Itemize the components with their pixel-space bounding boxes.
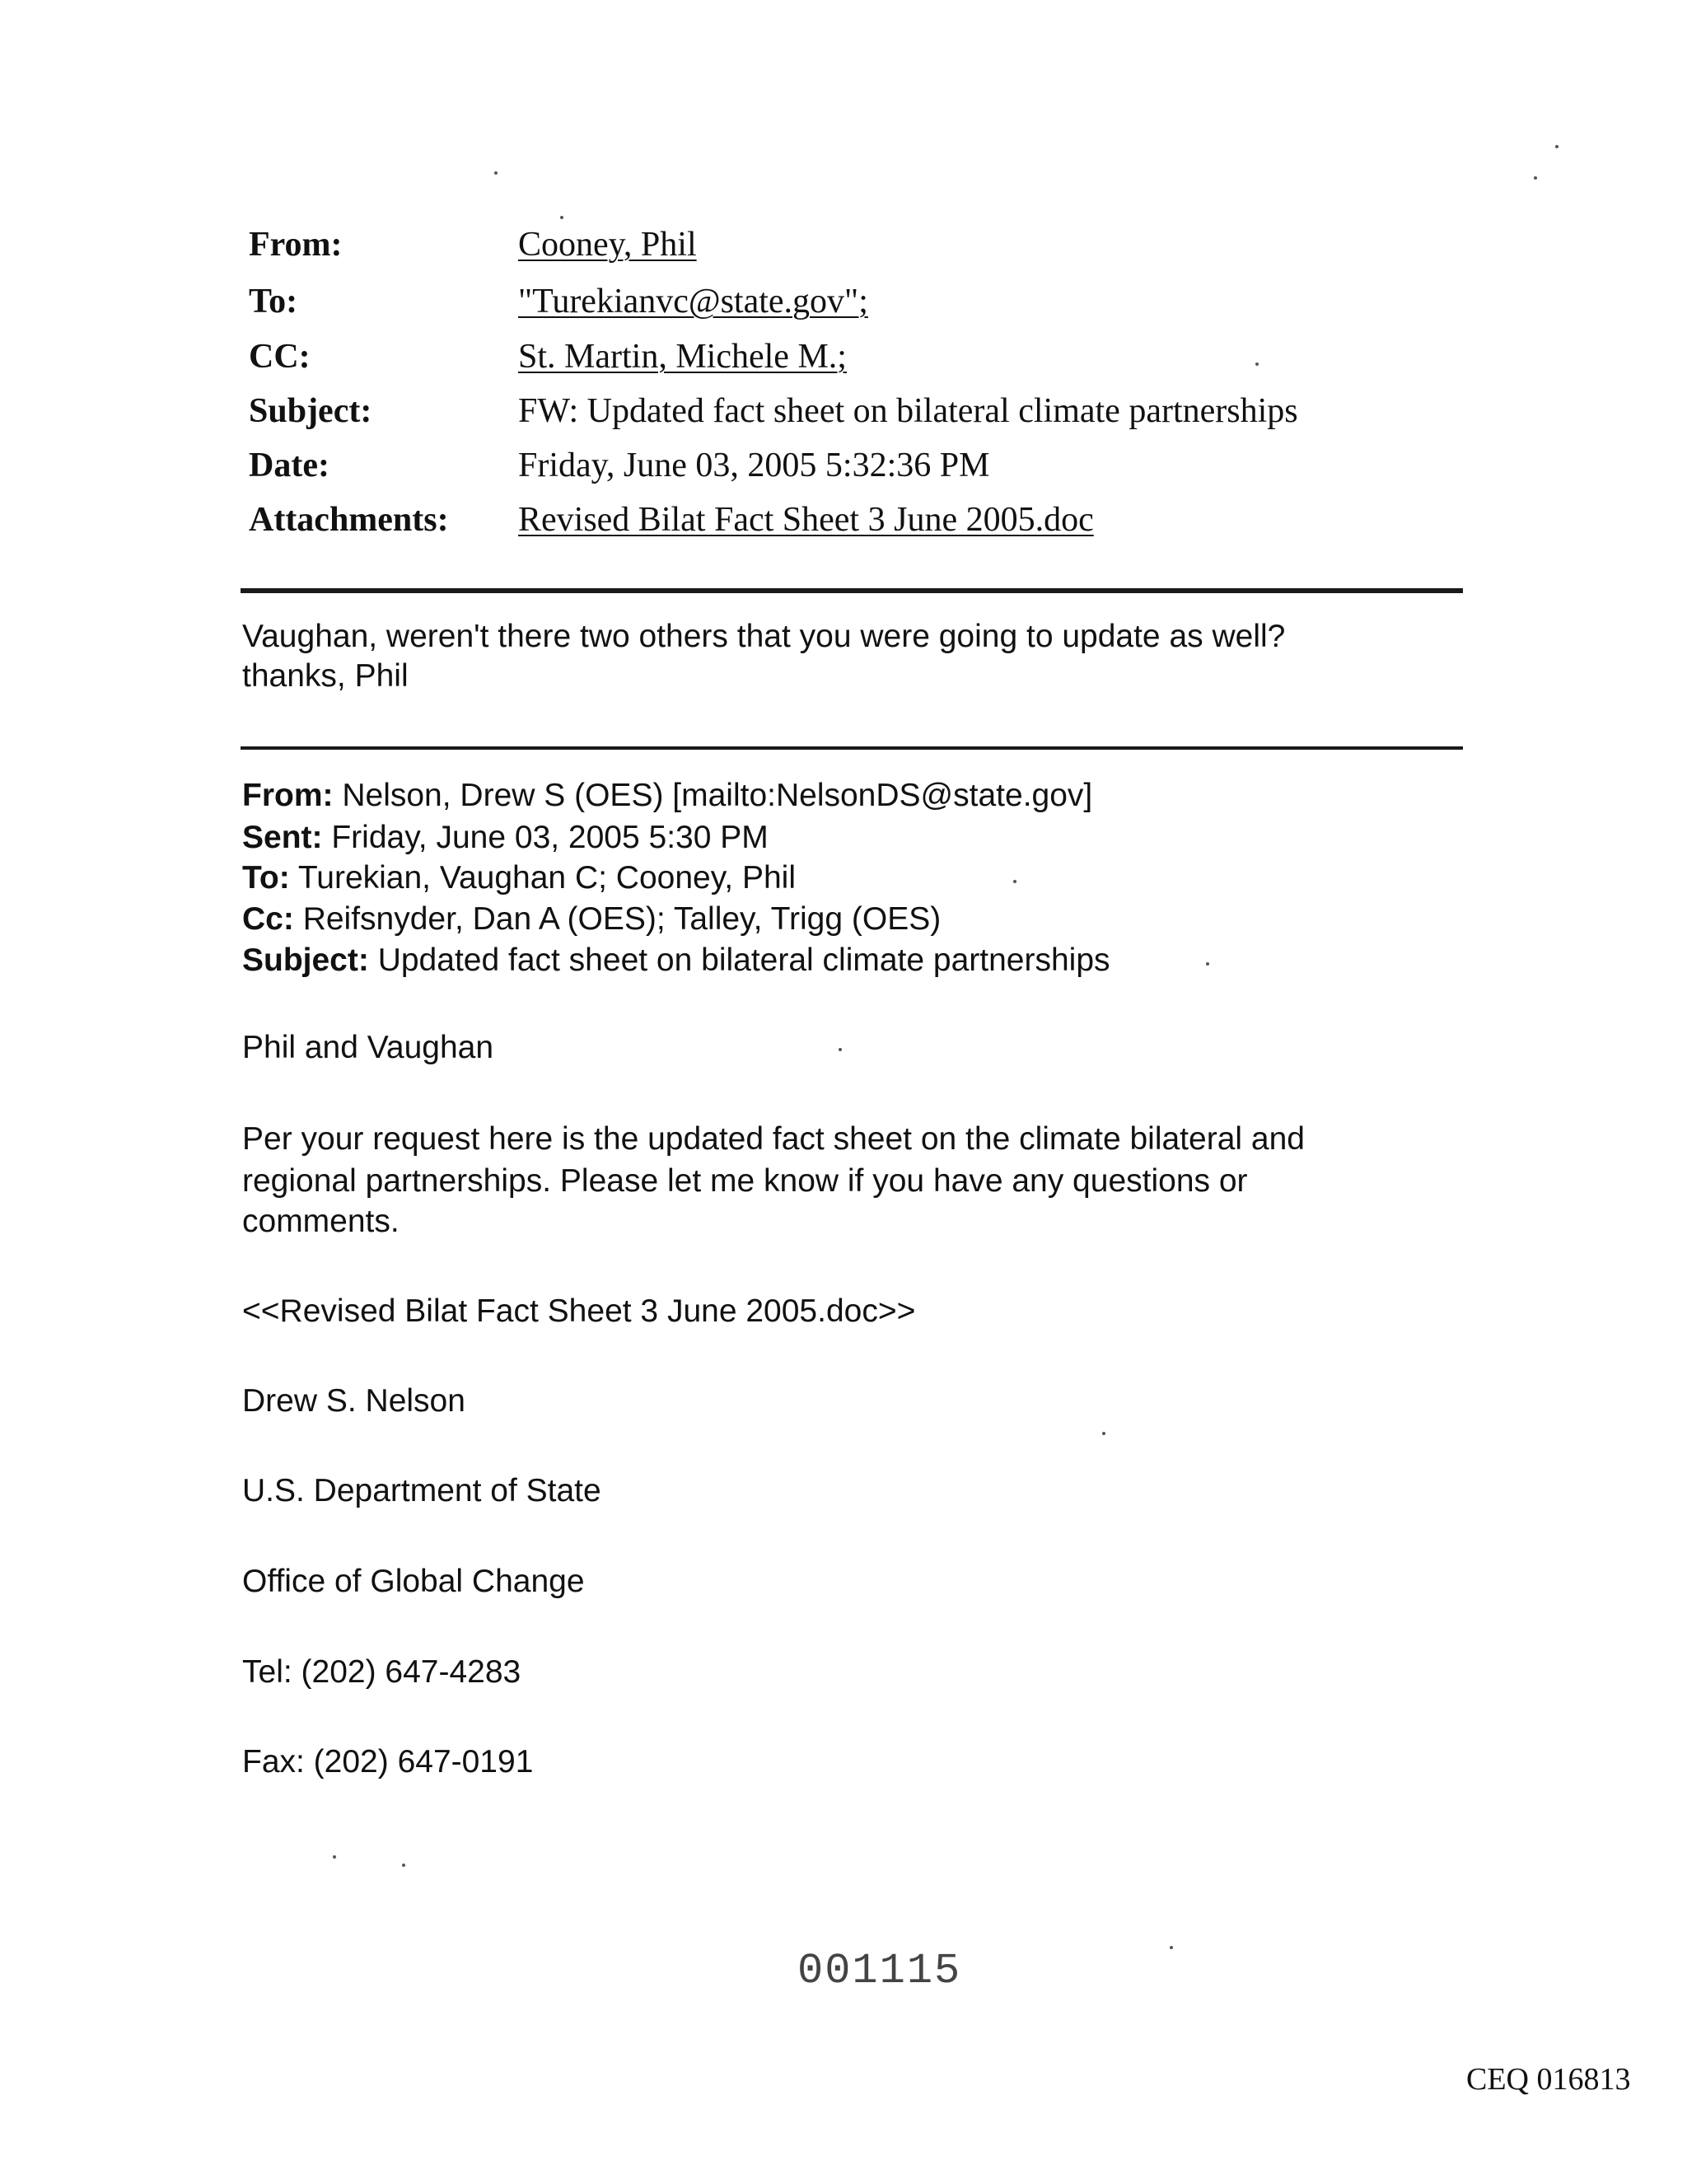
fwd-subject-row (242, 940, 1110, 981)
scan-speck (1206, 962, 1209, 966)
fwd-cc-label: Cc: (242, 901, 294, 937)
scan-speck (1013, 880, 1016, 883)
fwd-from-label: From: (242, 778, 334, 813)
paragraph-line-3: comments. (242, 1204, 400, 1239)
scan-speck (1102, 1432, 1105, 1435)
paragraph-line-2: regional partnerships. Please let me know if you have any questions or (242, 1163, 1248, 1199)
header-from-label: From: (249, 226, 343, 264)
fwd-sent-value: Friday, June 03, 2005 5:30 PM (331, 820, 769, 855)
scan-speck (1555, 145, 1558, 148)
fwd-subject-value: Updated fact sheet on bilateral climate partnerships (377, 942, 1110, 978)
fwd-to-label: To: (242, 860, 290, 896)
header-date-label: Date: (249, 447, 329, 484)
signature-department: U.S. Department of State (242, 1473, 601, 1508)
fwd-to-row (242, 858, 796, 899)
scan-speck (402, 1864, 405, 1867)
scan-speck (494, 171, 498, 175)
top-message-line-2: thanks, Phil (242, 658, 409, 694)
header-attachment-link[interactable]: Revised Bilat Fact Sheet 3 June 2005.doc (518, 501, 1094, 539)
header-to-label: To: (249, 283, 298, 320)
signature-name: Drew S. Nelson (242, 1383, 465, 1419)
scan-speck (1170, 1946, 1173, 1949)
fwd-cc-row (242, 899, 941, 940)
fwd-sent-row (242, 817, 769, 858)
scan-speck (839, 1048, 842, 1051)
paragraph-line-1: Per your request here is the updated fact sheet on the climate bilateral and (242, 1121, 1305, 1157)
scan-speck (1255, 362, 1259, 366)
header-date-value: Friday, June 03, 2005 5:32:36 PM (518, 447, 990, 484)
signature-fax: Fax: (202) 647-0191 (242, 1744, 534, 1779)
header-subject-value: FW: Updated fact sheet on bilateral climate partnerships (518, 392, 1298, 430)
header-from-value[interactable]: Cooney, Phil (518, 226, 697, 264)
header-cc-label: CC: (249, 338, 311, 376)
attachment-reference: <<Revised Bilat Fact Sheet 3 June 2005.doc>> (242, 1293, 916, 1329)
header-cc-value[interactable]: St. Martin, Michele M.; (518, 338, 847, 376)
header-to-value[interactable]: "Turekianvc@state.gov"; (518, 283, 868, 320)
bates-number: CEQ 016813 (1466, 2062, 1631, 2097)
page-stamp-number: 001115 (797, 1947, 962, 1995)
signature-office: Office of Global Change (242, 1564, 585, 1599)
scan-speck (560, 216, 563, 219)
header-attachments-label: Attachments: (249, 501, 449, 539)
fwd-subject-label: Subject: (242, 942, 369, 978)
scan-speck (333, 1855, 336, 1859)
signature-tel: Tel: (202) 647-4283 (242, 1654, 521, 1690)
fwd-from-value: Nelson, Drew S (OES) [mailto:NelsonDS@state.gov] (342, 778, 1093, 813)
header-divider (241, 588, 1463, 593)
top-message-line-1: Vaughan, weren't there two others that you were going to update as well? (242, 619, 1286, 654)
fwd-sent-label: Sent: (242, 820, 323, 855)
greeting: Phil and Vaughan (242, 1030, 494, 1065)
forward-divider (241, 746, 1463, 750)
header-subject-label: Subject: (249, 392, 372, 430)
fwd-cc-value: Reifsnyder, Dan A (OES); Talley, Trigg (OES) (302, 901, 942, 937)
scan-speck (1534, 176, 1537, 180)
fwd-to-value: Turekian, Vaughan C; Cooney, Phil (297, 860, 797, 896)
fwd-from-row (242, 775, 1092, 816)
